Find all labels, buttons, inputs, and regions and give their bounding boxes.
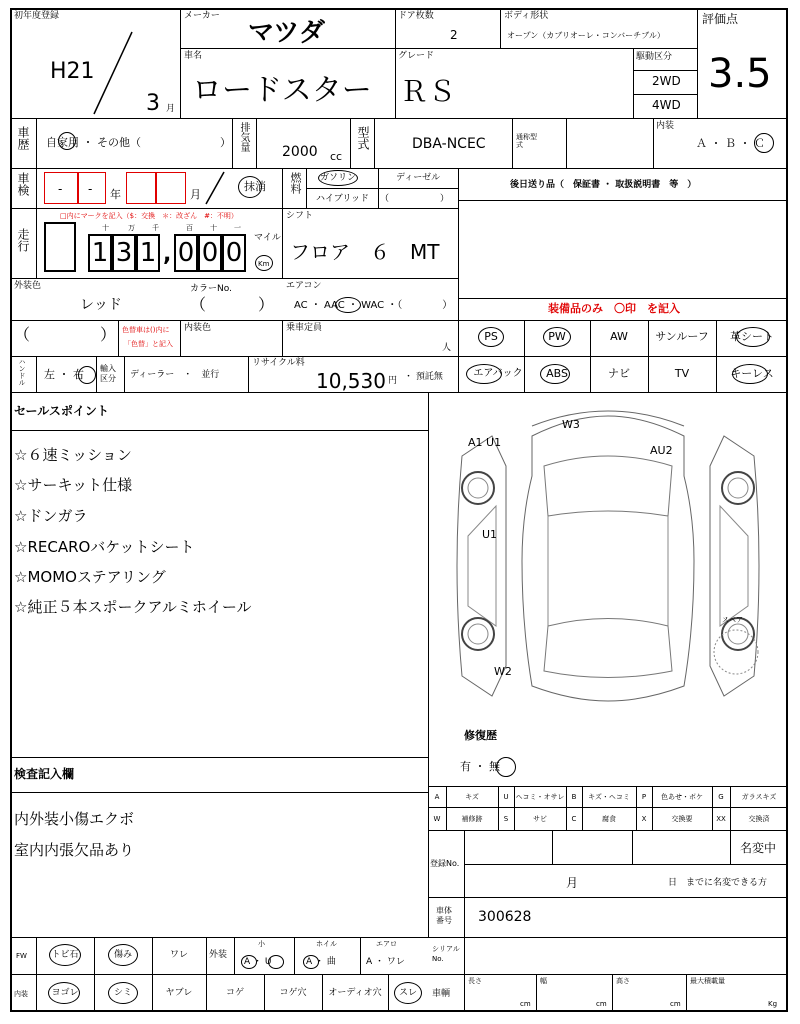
sales-point-2: ☆サーキット仕様 bbox=[14, 476, 133, 494]
shift-value: フロア ６ MT bbox=[290, 240, 440, 264]
diagram-label-a1u1: A1 U1 bbox=[468, 436, 502, 449]
mileage-digit-6: 0 bbox=[222, 234, 246, 272]
fuel-gasoline: ガソリン bbox=[320, 173, 357, 183]
fw-item-crack: ワレ bbox=[169, 950, 188, 960]
aircon-label: エアコン bbox=[286, 281, 322, 291]
ext-label: 外装 bbox=[209, 950, 228, 960]
diagram-label-u1: U1 bbox=[482, 528, 498, 541]
fw-label: FW bbox=[16, 952, 27, 960]
diagram-label-au2: AU2 bbox=[650, 444, 673, 457]
fw-item-chip: トビ石 bbox=[51, 950, 79, 960]
import-label: 輸入区分 bbox=[100, 364, 116, 383]
inspection-label: 車検 bbox=[16, 172, 30, 196]
model-value: DBA-NCEC bbox=[412, 136, 486, 152]
color-no-label: カラーNo. bbox=[190, 284, 232, 294]
capacity-label: 乗車定員 bbox=[286, 323, 323, 333]
handle-value: 左 ・ 右 bbox=[44, 368, 84, 381]
handle-label: ハンドル bbox=[18, 358, 26, 386]
score-label: 評価点 bbox=[702, 12, 739, 26]
drive-label: 駆動区分 bbox=[636, 52, 673, 62]
grade-value: ＲＳ bbox=[400, 75, 457, 108]
repair-none-circle bbox=[496, 757, 516, 777]
aircon-value: AC ・ AAC ・ WAC ・（ ） bbox=[294, 300, 453, 311]
repair-title: 修復歴 bbox=[464, 729, 497, 742]
diagram-label-w2: W2 bbox=[494, 665, 512, 678]
serial-label: シリアルNo. bbox=[432, 945, 460, 963]
interior-grades: Ａ ・ Ｂ ・ Ｃ bbox=[696, 137, 765, 150]
int-color-label: 内装色 bbox=[184, 323, 212, 333]
equip-aw: AW bbox=[610, 330, 628, 343]
inspection-dash-1: - bbox=[58, 182, 63, 196]
sales-point-1: ☆６速ミッション bbox=[14, 446, 132, 464]
car-name-value: ロードスター bbox=[192, 73, 372, 108]
shift-label: シフト bbox=[286, 211, 314, 221]
equip-keyless-circle bbox=[732, 364, 768, 384]
int-label: 内装 bbox=[14, 990, 28, 998]
mileage-label: 走行 bbox=[16, 228, 30, 252]
cc-label: cc bbox=[330, 150, 343, 163]
diagram-label-w3: W3 bbox=[562, 418, 580, 431]
mileage-mile: マイル bbox=[254, 233, 281, 243]
inspection-dash-2: - bbox=[88, 182, 93, 196]
vehicle-no-value: 300628 bbox=[478, 909, 532, 925]
equip-tv: TV bbox=[674, 367, 690, 380]
equip-sunroof: サンルーフ bbox=[655, 330, 709, 343]
recycle-yen: 円 bbox=[388, 376, 398, 386]
equip-navi: ナビ bbox=[608, 367, 630, 380]
drive-2wd: 2WD bbox=[652, 74, 681, 88]
equip-airbag: エアバック bbox=[473, 368, 523, 379]
fw-item-damage: 傷み bbox=[113, 950, 132, 960]
recycle-value: 10,530 bbox=[316, 369, 386, 393]
interior-c-circle bbox=[754, 133, 774, 153]
score-value: 3.5 bbox=[708, 51, 772, 97]
handle-right-circle bbox=[78, 366, 96, 384]
documents-label: 後日送り品（ 保証書 ・ 取扱説明書 等 ） bbox=[510, 180, 697, 190]
maker-label: メーカー bbox=[184, 11, 220, 21]
first-reg-label: 初年度登録 bbox=[14, 11, 60, 21]
recycle-deposit: ・ 預託無 bbox=[404, 372, 443, 382]
mileage-digit-4: 0 bbox=[174, 234, 198, 272]
equip-pw: PW bbox=[548, 330, 566, 343]
equip-pw-circle bbox=[543, 327, 571, 347]
drive-4wd: 4WD bbox=[652, 98, 681, 112]
interior-label: 内装 bbox=[656, 121, 675, 131]
fuel-paren-open: （ bbox=[380, 194, 390, 204]
month-suffix: 月 bbox=[166, 104, 176, 114]
inspection-note-1: 内外装小傷エクボ bbox=[14, 810, 135, 828]
displacement-label: 排気量 bbox=[238, 122, 249, 152]
equip-leather-circle bbox=[736, 327, 770, 347]
aircon-aac-circle bbox=[335, 297, 361, 313]
fuel-label-text: 燃料 bbox=[289, 172, 302, 194]
vehicle-no-label: 車体番号 bbox=[436, 906, 452, 925]
doors-value: 2 bbox=[450, 28, 458, 42]
unregistered-circle bbox=[238, 176, 262, 198]
sales-points-title: セールスポイント bbox=[14, 404, 109, 418]
reg-no-label: 登録No. bbox=[430, 859, 460, 868]
mileage-digit-box-0 bbox=[44, 222, 76, 272]
equip-abs: ABS bbox=[546, 367, 568, 380]
fuel-paren-close: ） bbox=[440, 194, 450, 204]
reg-month: 月 bbox=[566, 876, 579, 890]
mileage-km: Km bbox=[258, 260, 270, 268]
equip-abs-circle bbox=[540, 364, 570, 384]
history-close: ） bbox=[220, 136, 231, 149]
history-value: 自家用 ・ その他（ bbox=[46, 136, 141, 149]
reg-slash bbox=[90, 28, 140, 118]
grade-label: グレード bbox=[398, 51, 435, 61]
fuel-hybrid: ハイブリッド bbox=[316, 194, 370, 204]
ext-color-value: レッド bbox=[80, 297, 122, 313]
inspection-year: 年 bbox=[110, 188, 121, 201]
mileage-digit-5: 0 bbox=[198, 234, 222, 272]
equip-ps: PS bbox=[484, 330, 498, 343]
first-reg-era: H21 bbox=[50, 59, 95, 84]
history-label: 車歴 bbox=[16, 126, 30, 150]
sales-point-4: ☆RECAROバケットシート bbox=[14, 538, 195, 556]
mileage-km-circle bbox=[255, 255, 273, 271]
inspection-notes-title: 検査記入欄 bbox=[14, 767, 75, 781]
body-value: オープン（カブリオーレ・コンバーチブル） bbox=[507, 31, 665, 40]
model-label: 型式 bbox=[356, 126, 370, 150]
reg-day-note: 日 までに名変できる方 bbox=[668, 878, 768, 888]
color-change-note-1: 色替車は()内に bbox=[122, 326, 170, 334]
displacement-value: 2000 bbox=[282, 144, 318, 160]
mileage-digit-2: 3 bbox=[112, 234, 136, 272]
mileage-digit-1: 1 bbox=[88, 234, 112, 272]
mileage-digit-3: 1 bbox=[136, 234, 160, 272]
sales-point-6: ☆純正５本スポークアルミホイール bbox=[14, 598, 252, 616]
dims-label: 車輌 bbox=[432, 989, 451, 999]
car-name-label: 車名 bbox=[184, 51, 203, 61]
capacity-unit: 人 bbox=[442, 343, 452, 353]
color-change-note-2: 「色替」と記入 bbox=[124, 340, 173, 348]
equip-airbag-circle bbox=[466, 364, 502, 384]
history-private-circle bbox=[58, 132, 76, 150]
inspection-month: 月 bbox=[190, 188, 201, 201]
fuel-gasoline-circle bbox=[318, 170, 358, 186]
common-model-label: 通称型式 bbox=[516, 133, 537, 149]
name-change-label: 名変中 bbox=[740, 841, 777, 855]
inspection-note-2: 室内内張欠品あり bbox=[14, 841, 135, 859]
body-label: ボディ形状 bbox=[504, 11, 549, 21]
mileage-comma: , bbox=[163, 242, 172, 267]
repair-value: 有 ・ 無 bbox=[460, 760, 500, 773]
sales-point-5: ☆MOMOステアリング bbox=[14, 568, 166, 586]
equip-keyless: キーレス bbox=[730, 367, 774, 380]
sales-point-3: ☆ドンガラ bbox=[14, 507, 88, 525]
mileage-note: □内にマークを記入（$：交換 ＊：改ざん #：不明） bbox=[60, 212, 238, 220]
diagram-label-spare: スペア bbox=[722, 616, 743, 624]
equip-leather: 革シート bbox=[730, 330, 774, 343]
first-reg-month: 3 bbox=[146, 91, 160, 116]
import-value: ディーラー ・ 並行 bbox=[130, 370, 220, 380]
ext-color-label: 外装色 bbox=[14, 281, 42, 291]
recycle-label: リサイクル料 bbox=[252, 358, 305, 368]
maker-value: マツダ bbox=[248, 18, 325, 48]
equip-header: 装備品のみ 〇印 を記入 bbox=[548, 302, 680, 315]
equip-ps-circle bbox=[478, 327, 504, 347]
doors-label: ドア枚数 bbox=[398, 11, 434, 21]
unregistered-label: 抹消 bbox=[244, 180, 266, 193]
fuel-diesel: ディーゼル bbox=[396, 173, 441, 183]
